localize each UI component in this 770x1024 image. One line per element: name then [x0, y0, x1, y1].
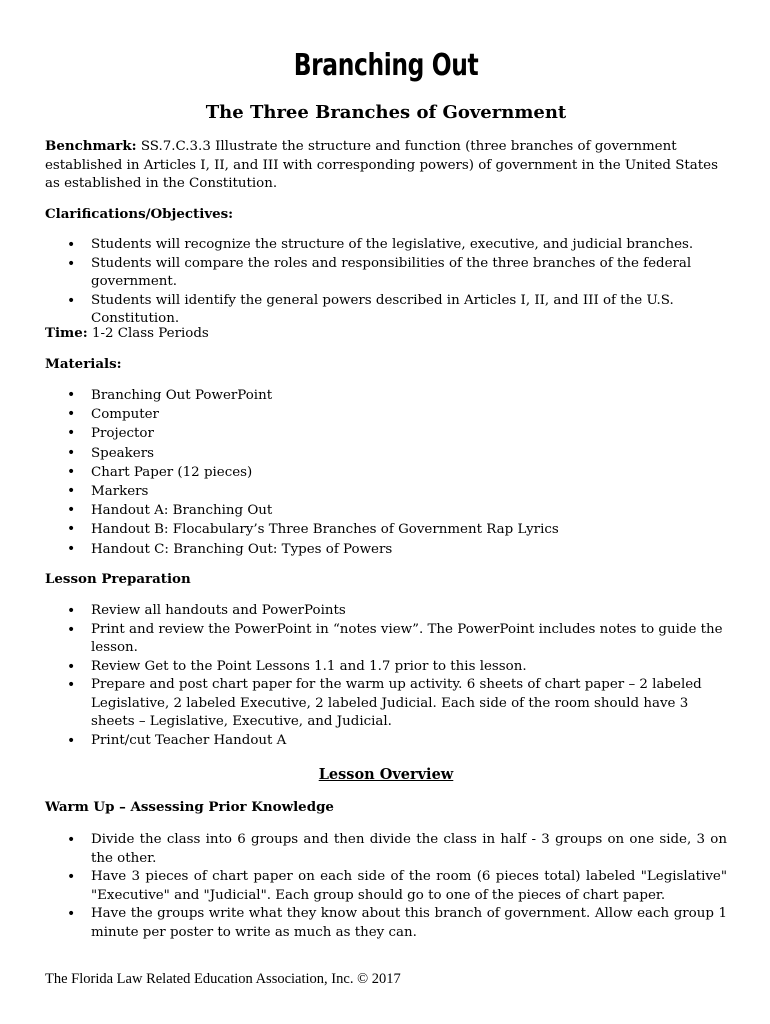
- list-item: • Handout C: Branching Out: Types of Powers: [45, 540, 727, 559]
- benchmark-label: Benchmark:: [45, 138, 137, 154]
- time-line: [45, 324, 727, 344]
- list-item: • Speakers: [45, 444, 727, 463]
- list-item: • Handout B: Flocabulary’s Three Branches of Government Rap Lyrics: [45, 520, 727, 539]
- warmup-heading: Warm Up – Assessing Prior Knowledge: [45, 799, 334, 815]
- clarifications-list: [45, 236, 727, 329]
- list-item: • Chart Paper (12 pieces): [45, 463, 727, 482]
- warmup-list: [45, 831, 727, 942]
- list-item: • Handout A: Branching Out: [45, 501, 727, 520]
- list-item: • Review Get to the Point Lessons 1.1 and 1.7 prior to this lesson.: [45, 658, 727, 677]
- materials-heading: Materials:: [45, 356, 122, 372]
- list-item: • Print and review the PowerPoint in “notes view”. The PowerPoint includes notes to guide the lesson.: [45, 621, 727, 658]
- list-item: • Students will identify the general powers described in Articles I, II, and III of the U.S. Constitution.: [45, 292, 727, 329]
- page-footer: The Florida Law Related Education Association, Inc. © 2017: [45, 971, 401, 987]
- list-item: • Computer: [45, 405, 727, 424]
- benchmark-paragraph: [45, 137, 727, 194]
- list-item: • Students will compare the roles and responsibilities of the three branches of the federal government.: [45, 255, 727, 292]
- document-subtitle: The Three Branches of Government: [205, 102, 567, 123]
- materials-list: [45, 386, 727, 559]
- list-item: • Divide the class into 6 groups and then divide the class in half - 3 groups on one side, 3 on the other.: [45, 831, 727, 868]
- document-title: Branching Out: [293, 48, 479, 83]
- list-item: • Students will recognize the structure of the legislative, executive, and judicial branches.: [45, 236, 727, 255]
- time-text: 1-2 Class Periods: [87, 326, 209, 341]
- list-item: • Have the groups write what they know about this branch of government. Allow each group 1 minute per poster to write as much as they can.: [45, 905, 727, 942]
- list-item: • Branching Out PowerPoint: [45, 386, 727, 405]
- time-label: Time:: [45, 325, 88, 341]
- lesson-overview-heading: Lesson Overview: [318, 766, 454, 783]
- list-item: • Review all handouts and PowerPoints: [45, 602, 727, 621]
- preparation-list: [45, 602, 727, 750]
- list-item: • Projector: [45, 424, 727, 443]
- preparation-heading: Lesson Preparation: [45, 571, 191, 587]
- benchmark-text: SS.7.C.3.3 Illustrate the structure and function (three branches of government established in Articles I, II, and III with corresponding powers) of government in the United States as established in the Constitution.: [45, 139, 718, 191]
- list-item: • Have 3 pieces of chart paper on each side of the room (6 pieces total) labeled "Legislative" "Executive" and "Judicial". Each group should go to one of the pieces of chart paper.: [45, 868, 727, 905]
- clarifications-heading: Clarifications/Objectives:: [45, 206, 234, 222]
- list-item: • Prepare and post chart paper for the warm up activity. 6 sheets of chart paper – 2 labeled Legislative, 2 labeled Executive, 2 labeled Judicial. Each side of the room should have 3 sheets – Legislative, Executive, and Judicial.: [45, 676, 727, 732]
- list-item: • Markers: [45, 482, 727, 501]
- list-item: • Print/cut Teacher Handout A: [45, 732, 727, 751]
